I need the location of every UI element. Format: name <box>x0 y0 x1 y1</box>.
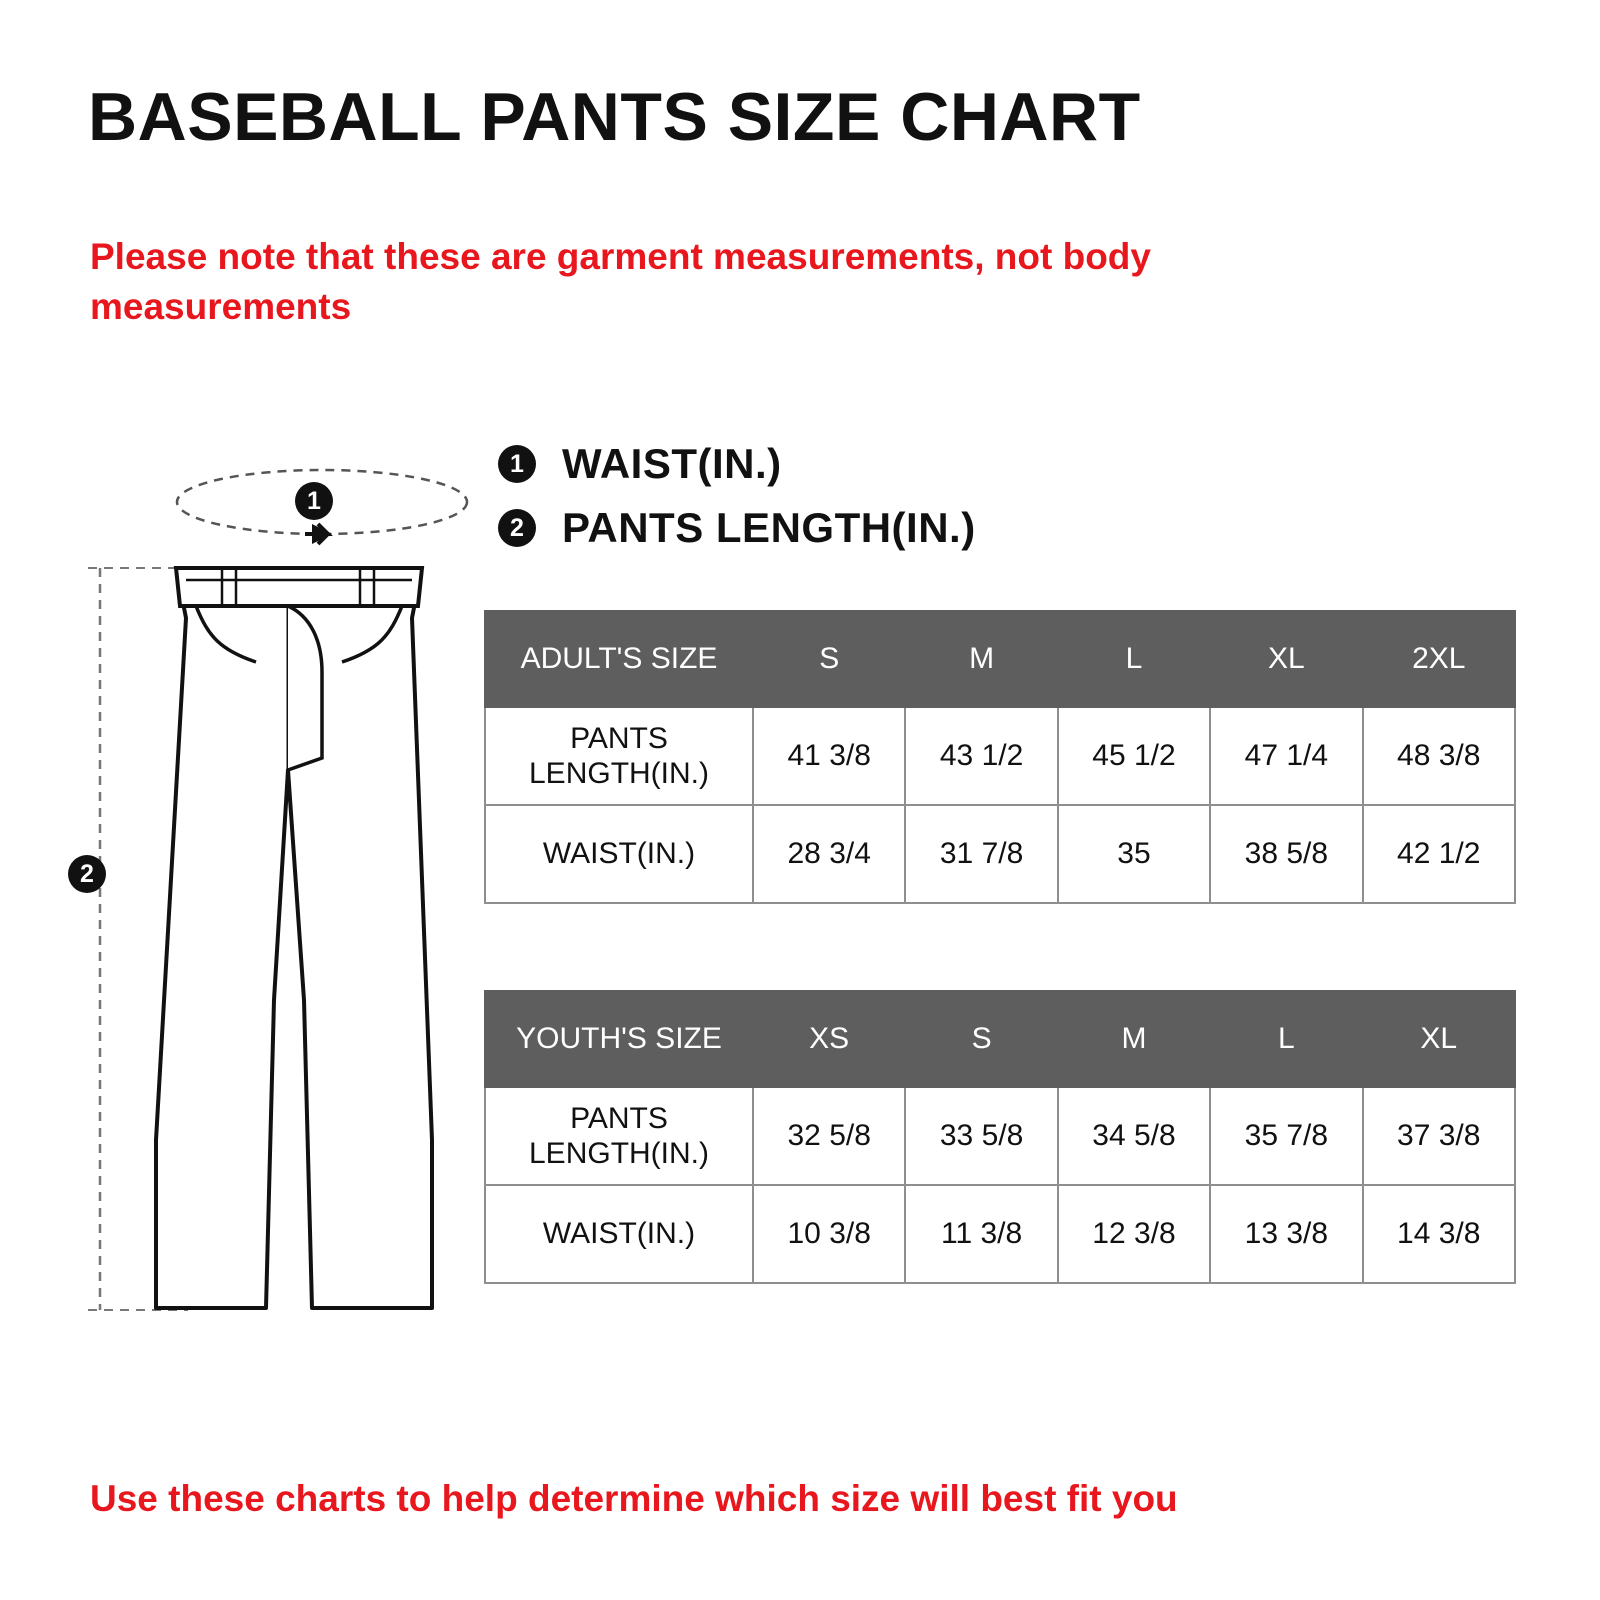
adult-size-table <box>484 610 1516 904</box>
page-title: BASEBALL PANTS SIZE CHART <box>88 79 1141 155</box>
youth-header-l: L <box>1210 991 1362 1087</box>
legend-item-pants-length <box>498 504 976 552</box>
youth-header-m: M <box>1058 991 1210 1087</box>
legend-label-pants-length: PANTS LENGTH(IN.) <box>562 504 976 551</box>
youth-waist-xl: 14 3/8 <box>1363 1185 1515 1283</box>
diagram-badge-length: 2 <box>68 855 106 893</box>
measurement-legend <box>498 440 976 568</box>
adult-waist-s: 28 3/4 <box>753 805 905 903</box>
youth-waist-m: 12 3/8 <box>1058 1185 1210 1283</box>
adult-row-label-pants-length: PANTS LENGTH(IN.) <box>485 707 753 805</box>
youth-row-label-pants-length: PANTS LENGTH(IN.) <box>485 1087 753 1185</box>
table-header-row <box>485 991 1515 1087</box>
youth-header-size: YOUTH'S SIZE <box>485 991 753 1087</box>
youth-header-xs: XS <box>753 991 905 1087</box>
garment-measurement-note: Please note that these are garment measurements, not body measurements <box>90 236 1151 327</box>
adult-waist-xl: 38 5/8 <box>1210 805 1362 903</box>
legend-item-waist <box>498 440 976 488</box>
table-row <box>485 707 1515 805</box>
youth-pants-length-xl: 37 3/8 <box>1363 1087 1515 1185</box>
adult-row-label-waist: WAIST(IN.) <box>485 805 753 903</box>
youth-header-xl: XL <box>1363 991 1515 1087</box>
adult-header-2xl: 2XL <box>1363 611 1515 707</box>
youth-pants-length-m: 34 5/8 <box>1058 1087 1210 1185</box>
adult-header-l: L <box>1058 611 1210 707</box>
adult-pants-length-m: 43 1/2 <box>905 707 1057 805</box>
youth-waist-s: 11 3/8 <box>905 1185 1057 1283</box>
diagram-badge-waist: 1 <box>295 482 333 520</box>
table-row <box>485 1185 1515 1283</box>
pants-diagram <box>60 440 490 1340</box>
adult-pants-length-xl: 47 1/4 <box>1210 707 1362 805</box>
table-header-row <box>485 611 1515 707</box>
youth-pants-length-l: 35 7/8 <box>1210 1087 1362 1185</box>
youth-waist-l: 13 3/8 <box>1210 1185 1362 1283</box>
legend-number-1: 1 <box>498 445 536 483</box>
adult-header-s: S <box>753 611 905 707</box>
adult-pants-length-2xl: 48 3/8 <box>1363 707 1515 805</box>
legend-number-2: 2 <box>498 509 536 547</box>
table-row <box>485 805 1515 903</box>
adult-pants-length-s: 41 3/8 <box>753 707 905 805</box>
youth-row-label-waist: WAIST(IN.) <box>485 1185 753 1283</box>
pants-illustration-svg <box>60 440 490 1340</box>
adult-waist-l: 35 <box>1058 805 1210 903</box>
adult-pants-length-l: 45 1/2 <box>1058 707 1210 805</box>
adult-header-xl: XL <box>1210 611 1362 707</box>
youth-pants-length-xs: 32 5/8 <box>753 1087 905 1185</box>
youth-header-s: S <box>905 991 1057 1087</box>
table-row <box>485 1087 1515 1185</box>
youth-size-table <box>484 990 1516 1284</box>
youth-pants-length-s: 33 5/8 <box>905 1087 1057 1185</box>
legend-label-waist: WAIST(IN.) <box>562 440 782 487</box>
adult-waist-m: 31 7/8 <box>905 805 1057 903</box>
youth-waist-xs: 10 3/8 <box>753 1185 905 1283</box>
adult-header-m: M <box>905 611 1057 707</box>
adult-header-size: ADULT'S SIZE <box>485 611 753 707</box>
adult-waist-2xl: 42 1/2 <box>1363 805 1515 903</box>
footer-note: Use these charts to help determine which size will best fit you <box>90 1478 1178 1519</box>
